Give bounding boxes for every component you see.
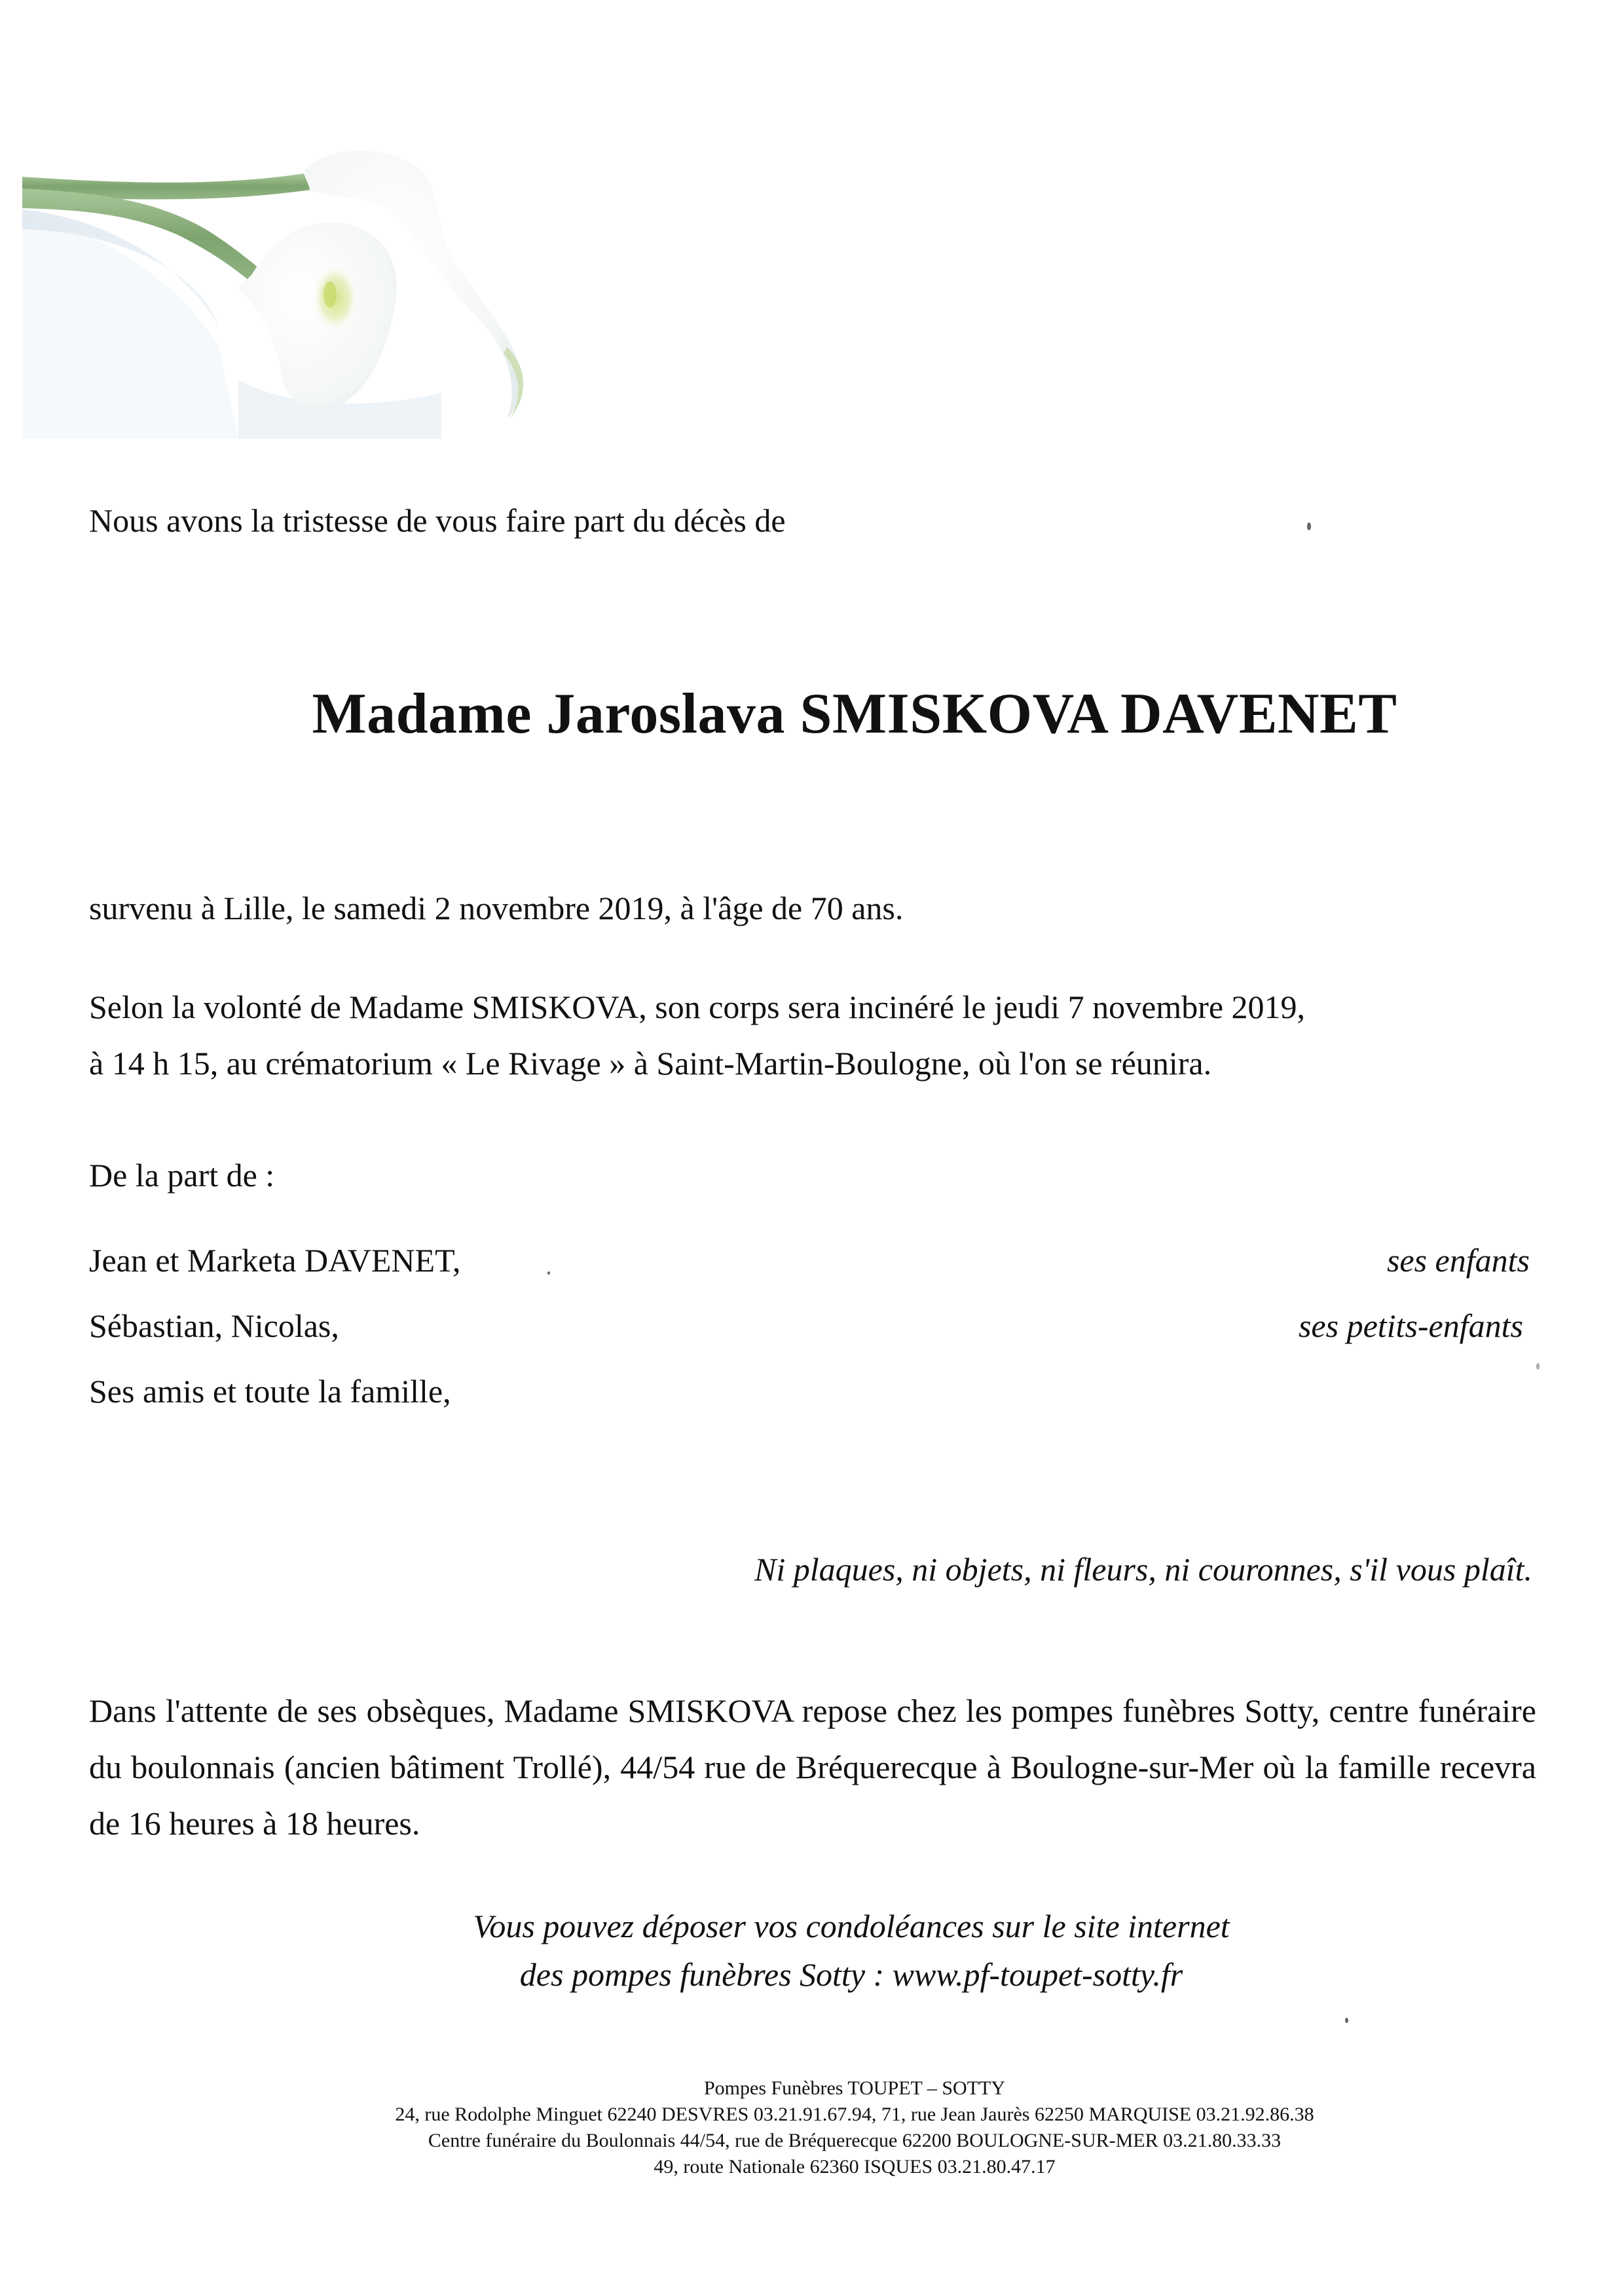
footer-address-line: 49, route Nationale 62360 ISQUES 03.21.80.47.17 xyxy=(654,2156,1056,2178)
family-row xyxy=(89,1375,1530,1408)
family-names: Ses amis et toute la famille, xyxy=(89,1373,451,1410)
rest-info-paragraph: Dans l'attente de ses obsèques, Madame SMISKOVA repose chez les pompes funèbres Sotty, centre funéraire du boulonnais (ancien bâtiment Trollé), 44/54 rue de Bréquerecque à Boulogne-sur-Mer où la famille recevra de 16 heures à 18 heures. xyxy=(89,1692,1536,1842)
from-label: De la part de : xyxy=(89,1157,275,1194)
ceremony-paragraph xyxy=(89,979,1536,1091)
scan-speck xyxy=(1307,522,1311,530)
death-info-text: survenu à Lille, le samedi 2 novembre 2019, à l'âge de 70 ans. xyxy=(89,890,904,926)
condolences-line: Vous pouvez déposer vos condoléances sur le site internet xyxy=(473,1908,1230,1944)
scan-speck xyxy=(1536,1363,1540,1370)
intro-text: Nous avons la tristesse de vous faire part du décès de xyxy=(89,502,786,539)
family-relation: ses enfants xyxy=(1386,1242,1530,1279)
calla-lily-image xyxy=(22,131,625,445)
scan-speck xyxy=(547,1271,550,1275)
family-names: Sébastian, Nicolas, xyxy=(89,1307,339,1344)
footer-address-line: 24, rue Rodolphe Minguet 62240 DESVRES 03.21.91.67.94, 71, rue Jean Jaurès 62250 MARQUISE 03.21.92.86.38 xyxy=(395,2104,1314,2125)
family-relation: ses petits-enfants xyxy=(1298,1307,1523,1344)
family-names: Jean et Marketa DAVENET, xyxy=(89,1242,461,1279)
footer-company: Pompes Funèbres TOUPET – SOTTY xyxy=(703,2077,1006,2099)
family-row xyxy=(89,1244,1530,1277)
condolences-prefix: des pompes funèbres Sotty : xyxy=(519,1956,893,1993)
ceremony-line: à 14 h 15, au crématorium « Le Rivage » à Saint-Martin-Boulogne, où l'on se réunira. xyxy=(89,1045,1212,1082)
website-link[interactable]: www.pf-toupet-sotty.fr xyxy=(892,1956,1183,1993)
no-flowers-request: Ni plaques, ni objets, ni fleurs, ni couronnes, s'il vous plaît. xyxy=(754,1551,1532,1588)
deceased-name-heading: Madame Jaroslava SMISKOVA DAVENET xyxy=(312,682,1397,746)
footer xyxy=(0,2075,1624,2180)
condolences-line xyxy=(79,1950,1624,1999)
ceremony-line: Selon la volonté de Madame SMISKOVA, son corps sera incinéré le jeudi 7 novembre 2019, xyxy=(89,989,1306,1025)
scan-speck xyxy=(1345,2018,1348,2023)
condolences-notice xyxy=(0,1902,1624,1999)
family-row xyxy=(89,1309,1530,1342)
footer-address-line: Centre funéraire du Boulonnais 44/54, rue de Bréquerecque 62200 BOULOGNE-SUR-MER 03.21.80.33.33 xyxy=(428,2130,1282,2151)
